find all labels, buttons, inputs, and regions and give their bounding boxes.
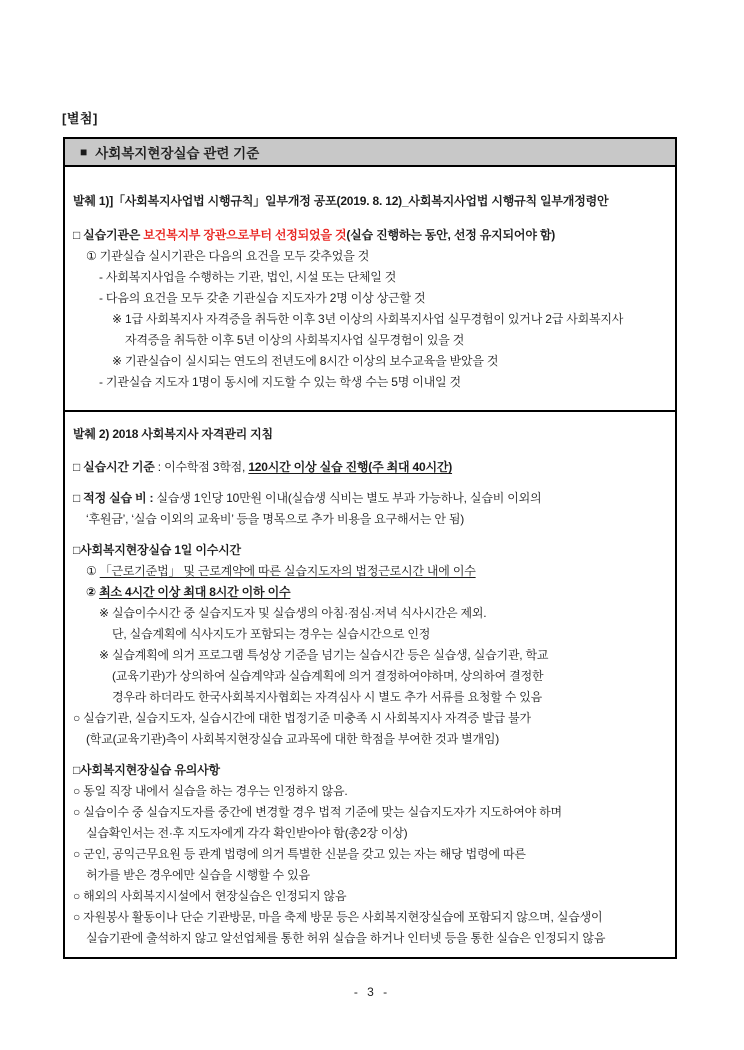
text-segment: □사회복지현장실습 유의사항 <box>73 763 220 777</box>
text-block <box>73 760 669 949</box>
section-excerpt-1 <box>65 167 675 410</box>
text-segment: ○ 실습기관, 실습지도자, 실습시간에 대한 법정기준 미충족 시 사회복지사 자격증 발급 불가 <box>73 711 531 725</box>
text-line <box>73 928 669 949</box>
text-block <box>73 457 669 478</box>
text-segment: (실습 진행하는 동안, 선정 유지되어야 함) <box>346 228 556 242</box>
text-segment: - 기관실습 지도자 1명이 동시에 지도할 수 있는 학생 수는 5명 이내일 것 <box>99 375 461 389</box>
text-segment: ② <box>86 585 100 599</box>
text-line <box>73 886 669 907</box>
text-line <box>73 488 669 509</box>
text-line <box>73 802 669 823</box>
text-line <box>73 582 669 603</box>
text-segment: ① 기관실습 실시기관은 다음의 요건을 모두 갖추었을 것 <box>86 249 370 263</box>
text-segment: 보건복지부 장관으로부터 선정되었을 것 <box>143 228 347 242</box>
text-line <box>73 907 669 928</box>
text-line <box>73 330 669 351</box>
text-segment: 단, 실습계획에 식사지도가 포함되는 경우는 실습시간으로 인정 <box>112 627 431 641</box>
text-line <box>73 666 669 687</box>
text-segment: 허가를 받은 경우에만 실습을 시행할 수 있음 <box>86 868 310 882</box>
text-segment: 120시간 이상 실습 진행(주 최대 40시간) <box>248 460 453 474</box>
text-segment: ※ 기관실습이 실시되는 연도의 전년도에 8시간 이상의 보수교육을 받았을 것 <box>112 354 499 368</box>
text-line <box>73 457 669 478</box>
excerpt-1-heading: 발췌 1)]「사회복지사업법 시행규칙」일부개정 공포(2019. 8. 12)_사회복지사업법 시행규칙 일부개정령안 <box>73 194 609 208</box>
box-title: 사회복지현장실습 관련 기준 <box>95 146 260 161</box>
text-line <box>73 288 669 309</box>
text-line <box>73 372 669 393</box>
text-segment: ○ 동일 직장 내에서 실습을 하는 경우는 인정하지 않음. <box>73 784 348 798</box>
box-title-bar <box>65 139 675 167</box>
text-line <box>73 351 669 372</box>
text-segment: ○ 실습이수 중 실습지도자를 중간에 변경할 경우 법적 기준에 맞는 실습지도자가 지도하여야 하며 <box>73 805 562 819</box>
text-line <box>73 645 669 666</box>
filled-square-bullet-icon: ■ <box>80 145 88 159</box>
text-block <box>73 225 669 393</box>
text-segment: (학교(교육기관)측이 사회복지현장실습 교과목에 대한 학점을 부여한 것과 별개임) <box>86 732 500 746</box>
standards-box <box>63 137 677 959</box>
text-segment: 최소 4시간 이상 최대 8시간 이하 이수 <box>99 585 291 599</box>
text-segment: □사회복지현장실습 1일 이수시간 <box>73 543 241 557</box>
text-segment: (교육기관)가 상의하여 실습계약과 실습계획에 의거 결정하여야하며, 상의하여 결정한 <box>112 669 544 683</box>
text-line <box>73 823 669 844</box>
text-segment: □ 적정 실습 비 : <box>73 491 157 505</box>
text-line <box>73 844 669 865</box>
text-segment: □ 실습기관은 <box>73 228 144 242</box>
text-line <box>73 865 669 886</box>
text-segment: ※ 실습이수시간 중 실습지도자 및 실습생의 아침·점심·저녁 식사시간은 제외. <box>99 606 487 620</box>
text-line <box>73 309 669 330</box>
text-segment: 경우라 하더라도 한국사회복지사협회는 자격심사 시 별도 추가 서류를 요청할 수 있음 <box>112 690 543 704</box>
text-segment: : 이수학점 3학점, <box>154 460 249 474</box>
excerpt-2-body <box>73 457 669 949</box>
text-line <box>73 225 669 246</box>
text-segment: ※ 1급 사회복지사 자격증을 취득한 이후 3년 이상의 사회복지사업 실무경험이 있거나 2급 사회복지사 <box>112 312 624 326</box>
text-block <box>73 540 669 750</box>
text-block <box>73 488 669 530</box>
text-segment: 실습기관에 출석하지 않고 알선업체를 통한 허위 실습을 하거나 인터넷 등을 통한 실습은 인정되지 않음 <box>86 931 606 945</box>
excerpt-2-heading: 발췌 2) 2018 사회복지사 자격관리 지침 <box>73 427 273 441</box>
text-line <box>73 729 669 750</box>
text-line <box>73 687 669 708</box>
attachment-label: [별첨] <box>62 111 98 126</box>
text-segment: - 다음의 요건을 모두 갖춘 기관실습 지도자가 2명 이상 상근할 것 <box>99 291 426 305</box>
text-segment: 자격증을 취득한 이후 5년 이상의 사회복지사업 실무경험이 있을 것 <box>125 333 465 347</box>
text-line <box>73 603 669 624</box>
text-segment: ‘후원금’, ‘실습 이외의 교육비’ 등을 명목으로 추가 비용을 요구해서는 안 됨) <box>86 512 465 526</box>
text-segment: 「근로기준법」 및 근로계약에 따른 실습지도자의 법정근로시간 내에 이수 <box>99 564 476 578</box>
text-line <box>73 561 669 582</box>
text-line <box>73 246 669 267</box>
text-segment: ○ 자원봉사 활동이나 단순 기관방문, 마을 축제 방문 등은 사회복지현장실습에 포함되지 않으며, 실습생이 <box>73 910 603 924</box>
text-line <box>73 760 669 781</box>
text-segment: ① <box>86 564 100 578</box>
text-line <box>73 509 669 530</box>
text-line <box>73 624 669 645</box>
text-segment: ○ 해외의 사회복지시설에서 현장실습은 인정되지 않음 <box>73 889 347 903</box>
text-segment: 실습생 1인당 10만원 이내(실습생 식비는 별도 부과 가능하나, 실습비 이외의 <box>156 491 542 505</box>
text-segment: - 사회복지사업을 수행하는 기관, 법인, 시설 또는 단체일 것 <box>99 270 397 284</box>
text-line <box>73 781 669 802</box>
text-segment: □ 실습시간 기준 <box>73 460 155 474</box>
text-line <box>73 708 669 729</box>
text-segment: ○ 군인, 공익근무요원 등 관계 법령에 의거 특별한 신분을 갖고 있는 자는 해당 법령에 따른 <box>73 847 526 861</box>
text-segment: ※ 실습계획에 의거 프로그램 특성상 기준을 넘기는 실습시간 등은 실습생, 실습기관, 학교 <box>99 648 549 662</box>
excerpt-1-body <box>73 225 669 393</box>
section-excerpt-2 <box>65 410 675 957</box>
text-line <box>73 540 669 561</box>
text-line <box>73 267 669 288</box>
page-number: - 3 - <box>353 985 391 999</box>
text-segment: 실습확인서는 전·후 지도자에게 각각 확인받아야 함(총2장 이상) <box>86 826 408 840</box>
